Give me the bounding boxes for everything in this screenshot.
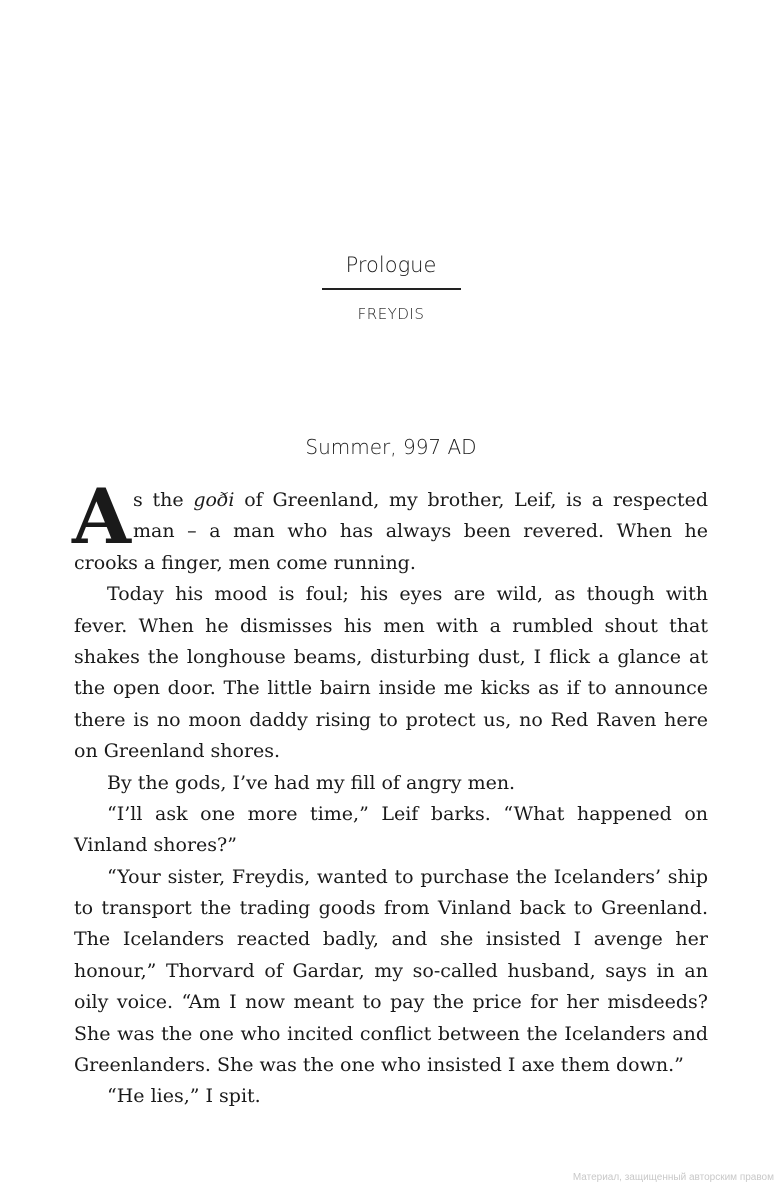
chapter-date: Summer, 997 AD (305, 435, 477, 459)
paragraph (74, 485, 708, 579)
text-line: By the gods, I’ve had my fill of angry men. (107, 771, 516, 794)
text-line: “He lies,” I spit. (107, 1085, 261, 1108)
text-line: fever. When he dismisses his men with a rumbled shout that (74, 614, 708, 637)
text-line: “I’ll ask one more time,” Leif barks. “What happened on (107, 802, 708, 825)
drop-cap: A (72, 472, 131, 561)
text-line: Today his mood is foul; his eyes are wild, as though with (107, 583, 708, 606)
text-line: The Icelanders reacted badly, and she insisted I avenge her (74, 928, 708, 951)
chapter-title: Prologue (345, 253, 437, 277)
paragraph (74, 862, 708, 1082)
text-line: man – a man who has always been revered. When he (133, 520, 708, 543)
text-line: shakes the longhouse beams, disturbing dust, I flick a glance at (74, 645, 708, 668)
italic-term: goði (193, 489, 235, 511)
text-line: Vinland shores?” (74, 834, 237, 857)
paragraph (74, 799, 708, 862)
text-line: Greenlanders. She was the one who insisted I axe them down.” (74, 1054, 684, 1077)
title-divider (322, 288, 461, 290)
paragraph (74, 1081, 708, 1112)
text-line: honour,” Thorvard of Gardar, my so-called husband, says in an (74, 959, 708, 982)
chapter-body (72, 472, 708, 1113)
chapter-narrator: FREYDIS (357, 305, 425, 323)
text-line: the open door. The little bairn inside me kicks as if to announce (74, 677, 708, 700)
text-line: She was the one who incited conflict between the Icelanders and (74, 1022, 708, 1045)
copyright-watermark: Материал, защищенный авторским правом (572, 1172, 774, 1183)
text-line: crooks a finger, men come running. (74, 551, 416, 574)
text-line: on Greenland shores. (74, 740, 281, 763)
text-line: s the goði of Greenland, my brother, Leif, is a respected (133, 489, 708, 511)
text-line: oily voice. “Am I now meant to pay the price for her misdeeds? (74, 991, 708, 1014)
text-line: “Your sister, Freydis, wanted to purchase the Icelanders’ ship (107, 865, 708, 888)
paragraph (74, 768, 708, 799)
paragraph (74, 579, 708, 767)
text-line: to transport the trading goods from Vinland back to Greenland. (74, 897, 708, 920)
text-line: there is no moon daddy rising to protect us, no Red Raven here (74, 708, 708, 731)
